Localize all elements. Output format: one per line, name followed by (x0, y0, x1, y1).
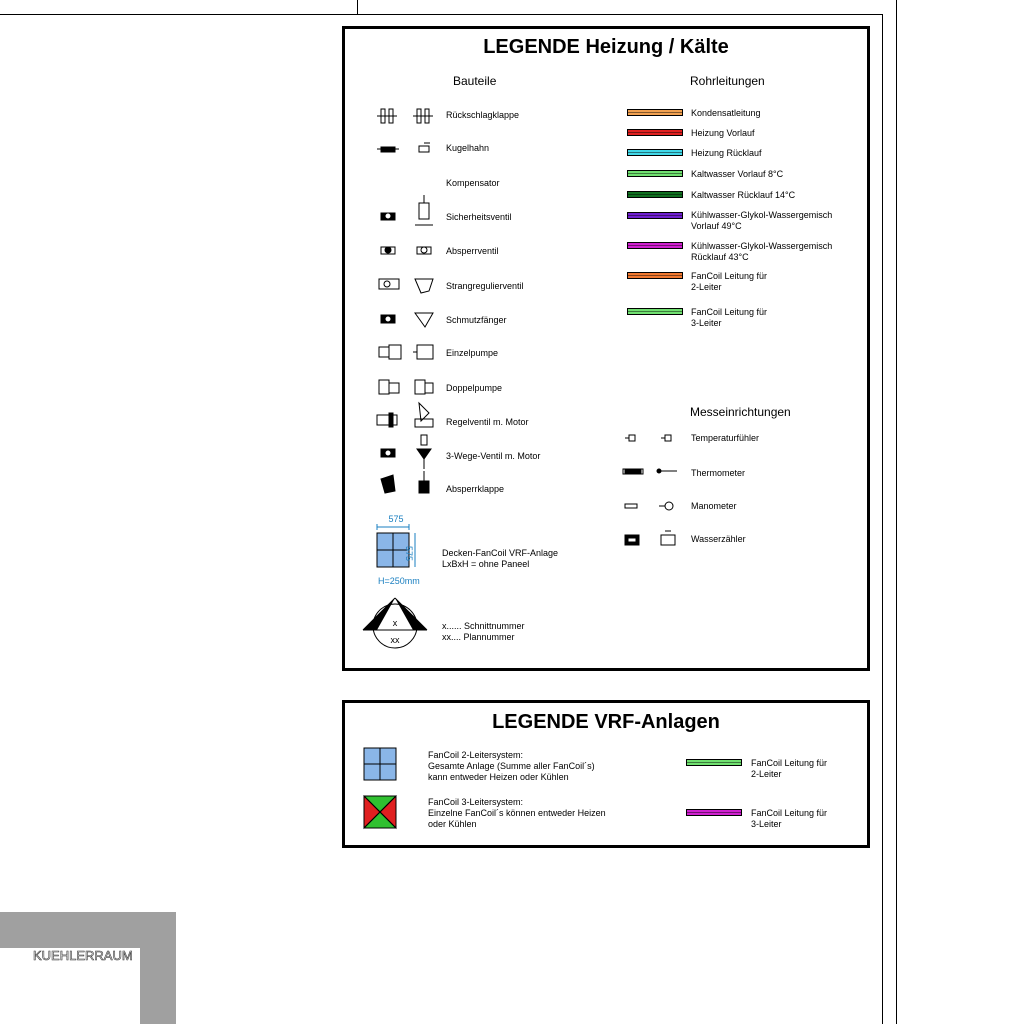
component-label: Doppelpumpe (446, 383, 503, 393)
three-way-valve-icon (381, 435, 431, 469)
component-label: Kompensator (446, 178, 500, 188)
pipe-swatch (627, 109, 683, 116)
frame-line-inner-right (882, 14, 883, 1024)
heating-legend-title: LEGENDE Heizung / Kälte (483, 36, 729, 58)
measuring-label: Temperaturfühler (691, 433, 760, 443)
pipe-label: FanCoil Leitung für 3-Leiter (691, 307, 768, 328)
pipe-swatch (627, 149, 683, 156)
measuring-header: Messeinrichtungen (690, 405, 791, 419)
vrf-pipe-label: FanCoil Leitung für 2-Leiter (751, 758, 828, 779)
section-marker-bottom: xx (390, 635, 400, 645)
measuring-label: Thermometer (691, 468, 746, 478)
water-meter-icon (625, 531, 675, 545)
component-label: Absperrventil (446, 246, 499, 256)
component-label: Schmutzfänger (446, 315, 507, 325)
component-label: Kugelhahn (446, 143, 490, 153)
pipe-swatch (627, 129, 683, 136)
pipe-label: FanCoil Leitung für 2-Leiter (691, 271, 768, 292)
fancoil-label: Decken-FanCoil VRF-Anlage LxBxH = ohne Paneel (442, 548, 559, 569)
component-label: Sicherheitsventil (446, 212, 512, 222)
vrf-item-label: FanCoil 2-Leitersystem: Gesamte Anlage (Summe aller FanCoil´s) kann entweder Heizen oder Kühlen (428, 750, 595, 782)
components-header: Bauteile (453, 74, 497, 88)
balancing-valve-icon (379, 279, 433, 293)
fancoil-3-pipe-icon (363, 795, 399, 831)
component-label: 3-Wege-Ventil m. Motor (446, 451, 541, 461)
measuring-symbols (621, 427, 687, 551)
ball-valve-icon (377, 143, 430, 152)
pipe-label: Kaltwasser Rücklauf 14°C (691, 190, 796, 200)
butterfly-valve-icon (381, 471, 429, 493)
measuring-label: Manometer (691, 501, 737, 511)
component-label: Regelventil m. Motor (446, 417, 529, 427)
single-pump-icon (379, 345, 433, 359)
component-label: Rückschlagklappe (446, 110, 520, 120)
frame-line-outer-right (896, 0, 897, 1024)
vrf-legend-title: LEGENDE VRF-Anlagen (492, 711, 720, 733)
component-symbols (375, 103, 435, 503)
thermometer-icon (623, 469, 677, 474)
fancoil-width-label: 575 (388, 514, 404, 524)
fancoil-depth-label: 575 (404, 546, 414, 562)
temperature-sensor-icon (625, 435, 671, 441)
pipe-label: Kaltwasser Vorlauf 8°C (691, 169, 784, 179)
frame-line-divider (357, 0, 358, 14)
safety-valve-icon (381, 195, 433, 225)
strainer-icon (381, 313, 433, 327)
component-label: Absperrklappe (446, 484, 505, 494)
double-pump-icon (379, 380, 433, 394)
section-marker-label: x...... Schnittnummer xx.... Plannummer (442, 621, 525, 642)
room-label: KUEHLERRAUM (33, 948, 133, 963)
pipes-header: Rohrleitungen (690, 74, 765, 88)
pipe-swatch (627, 212, 683, 219)
pipe-label: Kühlwasser-Glykol-Wassergemisch Vorlauf 49°C (691, 210, 833, 231)
measuring-label: Wasserzähler (691, 534, 746, 544)
vrf-legend-box (342, 700, 870, 848)
vrf-pipe-swatch (686, 759, 742, 766)
motor-control-valve-icon (377, 403, 433, 427)
vrf-pipe-swatch (686, 809, 742, 816)
component-label: Strangregulierventil (446, 281, 524, 291)
component-label: Einzelpumpe (446, 348, 499, 358)
shutoff-valve-icon (381, 247, 431, 254)
pipe-label: Kühlwasser-Glykol-Wassergemisch Rücklauf 43°C (691, 241, 833, 262)
pipe-swatch (627, 272, 683, 279)
pipe-label: Heizung Vorlauf (691, 128, 755, 138)
check-valve-icon (377, 109, 433, 123)
pipe-swatch (627, 191, 683, 198)
pipe-swatch (627, 242, 683, 249)
pipe-label: Heizung Rücklauf (691, 148, 762, 158)
vrf-item-label: FanCoil 3-Leitersystem: Einzelne FanCoil´s können entweder Heizen oder Kühlen (428, 797, 606, 829)
fancoil-2-pipe-icon (363, 747, 399, 783)
heating-legend-box (342, 26, 870, 671)
vrf-pipe-label: FanCoil Leitung für 3-Leiter (751, 808, 828, 829)
frame-line-top (0, 14, 883, 15)
manometer-icon (625, 502, 673, 510)
pipe-swatch (627, 170, 683, 177)
pipe-label: Kondensatleitung (691, 108, 761, 118)
fancoil-height-label: H=250mm (378, 576, 420, 586)
section-marker-top: x (392, 618, 398, 628)
pipe-swatch (627, 308, 683, 315)
